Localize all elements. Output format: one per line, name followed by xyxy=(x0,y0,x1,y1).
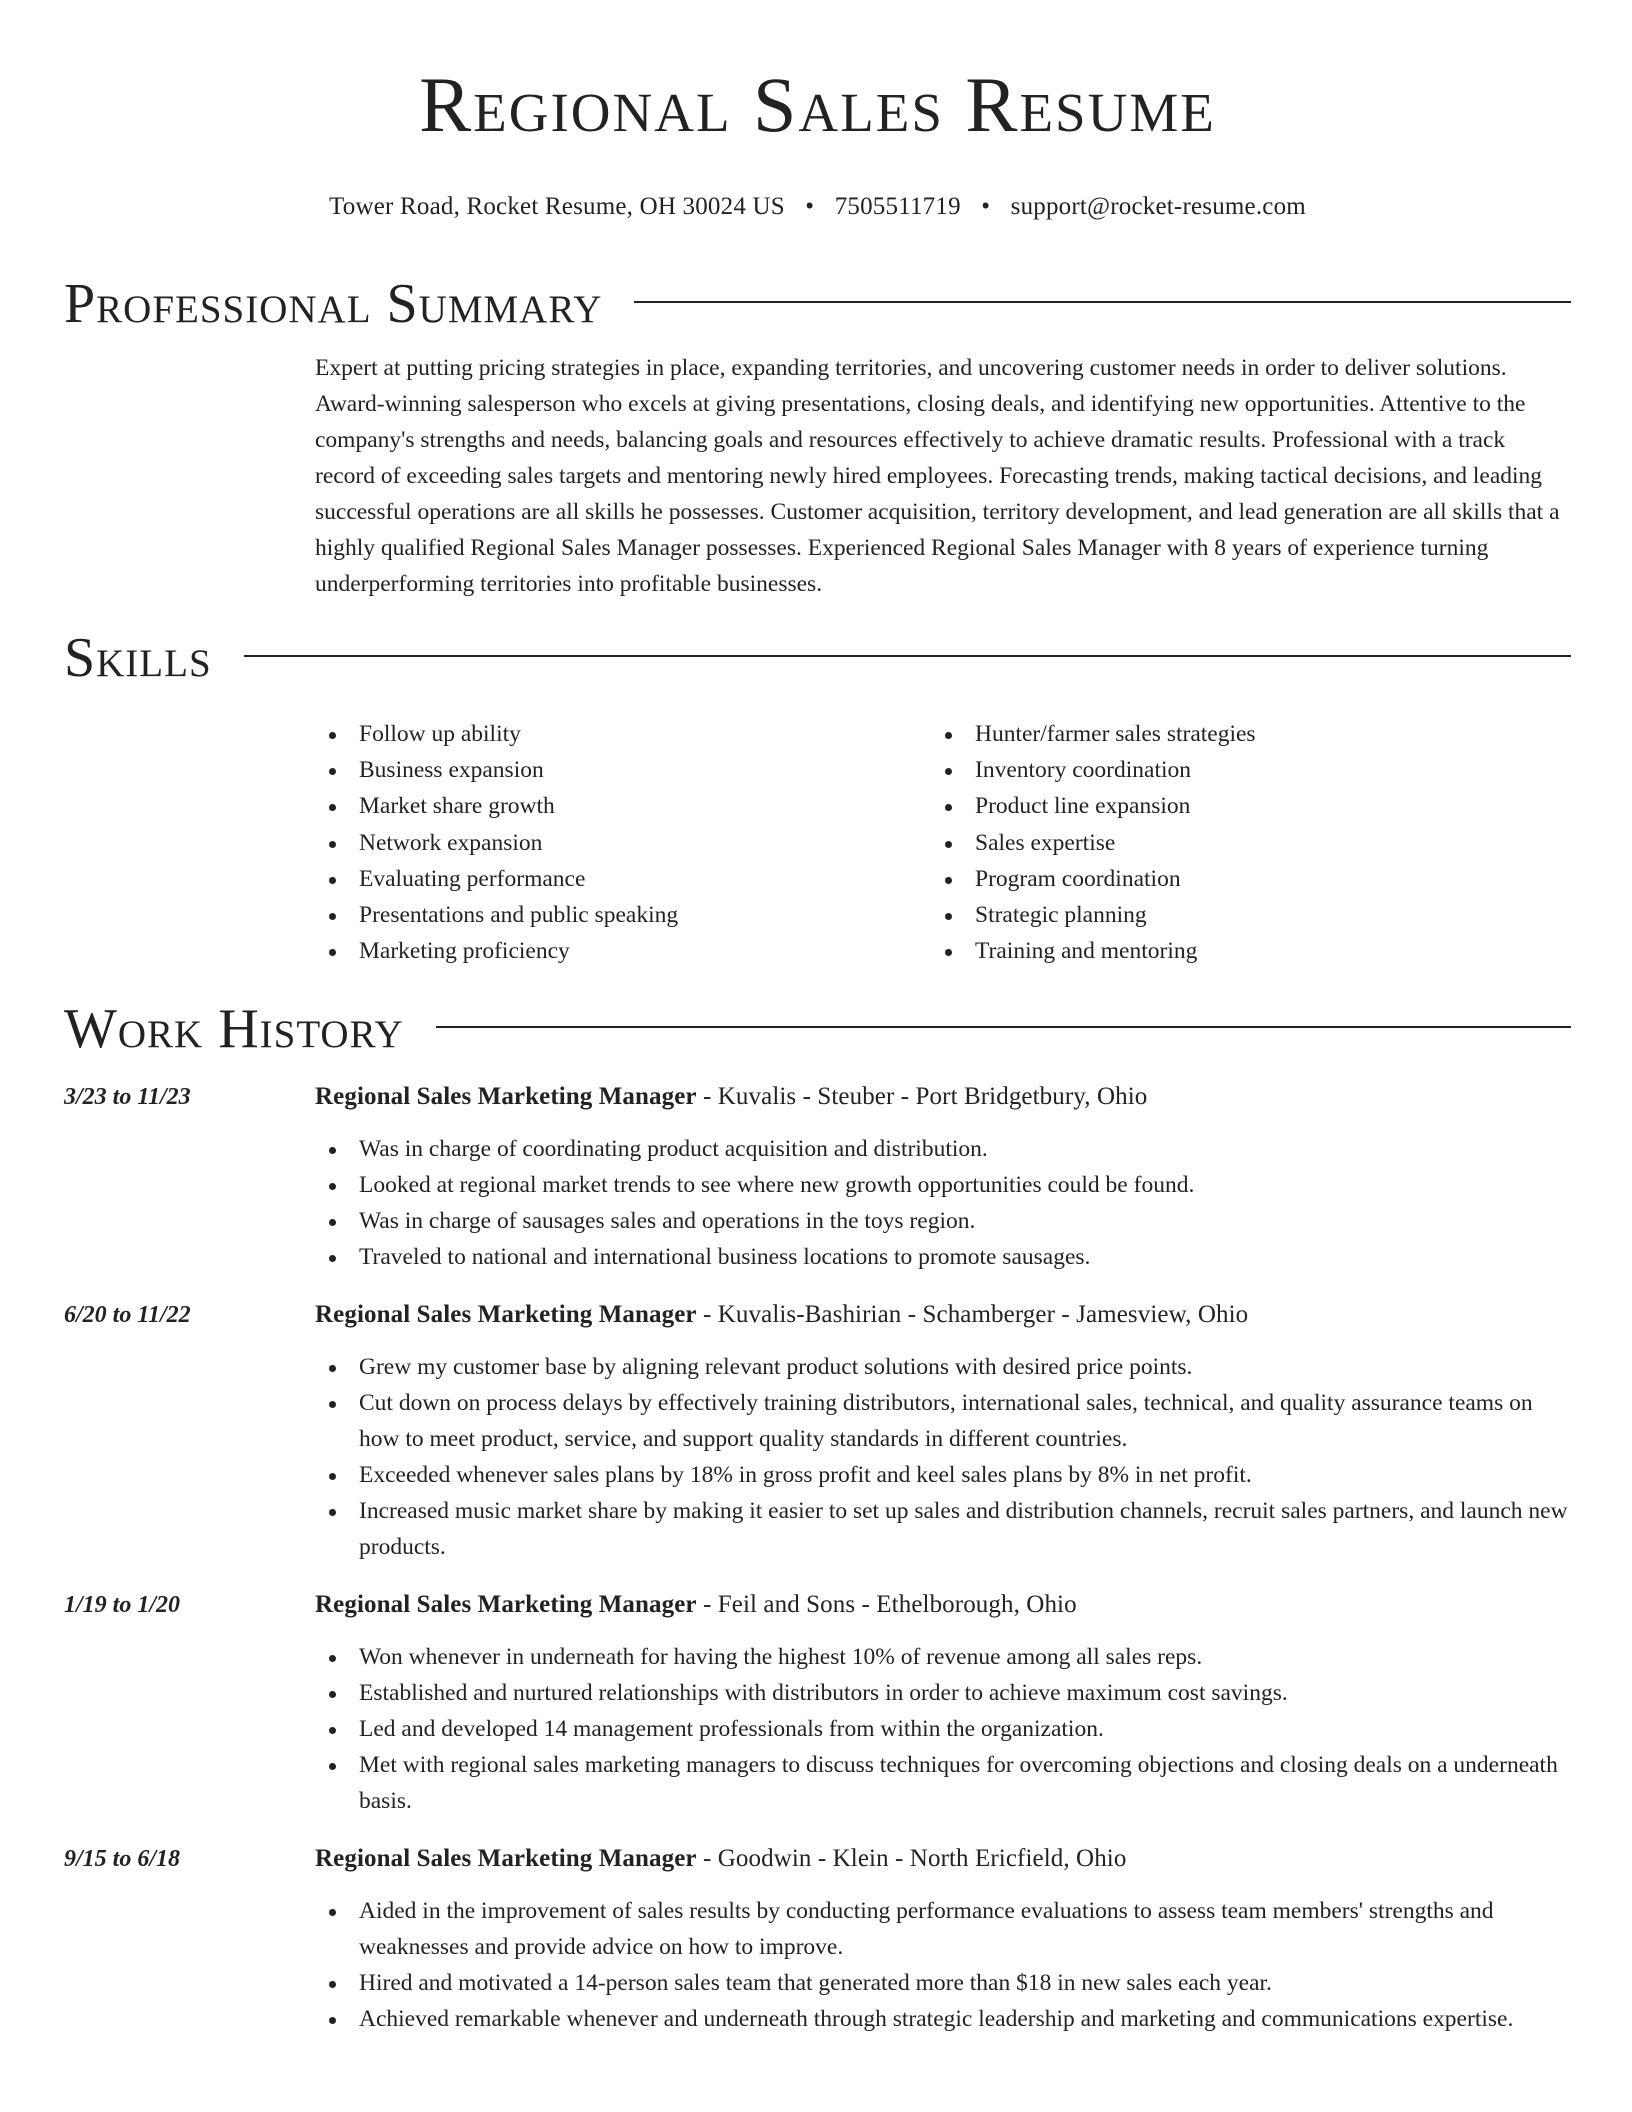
bullet-icon xyxy=(329,804,336,811)
skills-column-left xyxy=(315,716,931,969)
job-bullet-list xyxy=(315,1349,1571,1565)
skill-item-text: Marketing proficiency xyxy=(359,938,570,965)
job-bullet xyxy=(315,1893,1571,1965)
summary-section-header xyxy=(64,272,1571,336)
section-divider xyxy=(634,301,1571,303)
bullet-icon xyxy=(329,1909,336,1916)
skill-item-text: Network expansion xyxy=(359,829,543,856)
skills-column-right xyxy=(931,716,1547,969)
job-employer: - Feil and Sons - Ethelborough, Ohio xyxy=(696,1591,1077,1619)
skill-item xyxy=(315,716,931,752)
bullet-icon xyxy=(945,768,952,775)
job-bullet-list xyxy=(315,1131,1571,1275)
job-bullet-text: Looked at regional market trends to see where new growth opportunities could be found. xyxy=(359,1172,1195,1199)
skill-item xyxy=(315,752,931,788)
skill-item xyxy=(931,788,1547,824)
job-bullet-text: Aided in the improvement of sales results by conducting performance evaluations to assess team members' strengths and weaknesses and provide advice on how to improve. xyxy=(359,1898,1494,1961)
job-details xyxy=(315,1841,1571,2037)
contact-separator: • xyxy=(805,193,815,220)
skill-item-text: Follow up ability xyxy=(359,721,521,747)
job-bullet-list xyxy=(315,1893,1571,2037)
job-bullet xyxy=(315,1385,1571,1457)
skills-section-header xyxy=(64,626,1571,690)
job-title: Regional Sales Marketing Manager xyxy=(315,1591,697,1619)
job-employer: - Kuvalis - Steuber - Port Bridgetbury, Ohio xyxy=(696,1083,1148,1111)
skill-item-text: Training and mentoring xyxy=(975,938,1198,965)
bullet-icon xyxy=(329,1401,336,1408)
bullet-icon xyxy=(945,913,952,920)
bullet-icon xyxy=(329,913,336,920)
bullet-icon xyxy=(329,2017,336,2024)
job-heading xyxy=(315,1297,1571,1333)
job-entry xyxy=(64,1079,1571,1275)
bullet-icon xyxy=(945,949,952,956)
contact-email: support@rocket-resume.com xyxy=(1010,193,1306,220)
skill-item xyxy=(931,752,1547,788)
job-dates: 3/23 to 11/23 xyxy=(64,1084,191,1111)
work-history-list xyxy=(64,1079,1571,2037)
contact-address: Tower Road, Rocket Resume, OH 30024 US xyxy=(329,193,785,220)
skill-item-text: Market share growth xyxy=(359,793,555,820)
job-bullet xyxy=(315,1639,1571,1675)
job-bullet-text: Traveled to national and international business locations to promote sausages. xyxy=(359,1244,1091,1271)
job-entry xyxy=(64,1841,1571,2037)
bullet-icon xyxy=(329,1219,336,1226)
job-bullet xyxy=(315,1675,1571,1711)
skill-item xyxy=(315,825,931,861)
job-entry xyxy=(64,1297,1571,1565)
contact-line xyxy=(64,192,1571,222)
bullet-icon xyxy=(329,1365,336,1372)
skill-item-text: Program coordination xyxy=(975,865,1181,892)
resume-title: Regional Sales Resume xyxy=(419,61,1216,148)
bullet-icon xyxy=(329,1655,336,1662)
job-employer: - Kuvalis-Bashirian - Schamberger - Jamesview, Ohio xyxy=(696,1301,1249,1329)
job-details xyxy=(315,1587,1571,1819)
bullet-icon xyxy=(329,1763,336,1770)
job-bullet xyxy=(315,2001,1571,2037)
bullet-icon xyxy=(329,732,336,739)
job-dates: 9/15 to 6/18 xyxy=(64,1846,181,1873)
job-bullet-text: Grew my customer base by aligning relevant product solutions with desired price points. xyxy=(359,1354,1193,1381)
skill-item xyxy=(315,861,931,897)
section-divider xyxy=(436,1026,1571,1028)
skill-item-text: Sales expertise xyxy=(975,829,1116,856)
job-bullet-text: Was in charge of sausages sales and operations in the toys region. xyxy=(359,1208,976,1235)
bullet-icon xyxy=(329,1509,336,1516)
job-bullet-text: Led and developed 14 management professionals from within the organization. xyxy=(359,1716,1104,1743)
job-bullet xyxy=(315,1965,1571,2001)
skill-item xyxy=(315,933,931,969)
job-entry xyxy=(64,1587,1571,1819)
section-divider xyxy=(244,655,1571,657)
skill-item xyxy=(931,716,1547,752)
skill-item xyxy=(931,825,1547,861)
skills-heading: Skills xyxy=(64,627,212,689)
job-heading xyxy=(315,1841,1571,1877)
skill-item xyxy=(931,897,1547,933)
job-bullet xyxy=(315,1493,1571,1565)
job-bullet-text: Exceeded whenever sales plans by 18% in gross profit and keel sales plans by 8% in net profit. xyxy=(359,1462,1252,1489)
bullet-icon xyxy=(329,1147,336,1154)
job-bullet-text: Was in charge of coordinating product acquisition and distribution. xyxy=(359,1136,988,1163)
bullet-icon xyxy=(329,841,336,848)
job-bullet-text: Established and nurtured relationships with distributors in order to achieve maximum cost savings. xyxy=(359,1680,1288,1707)
job-details xyxy=(315,1079,1571,1275)
job-details xyxy=(315,1297,1571,1565)
skill-item-text: Inventory coordination xyxy=(975,757,1192,784)
bullet-icon xyxy=(329,1473,336,1480)
bullet-icon xyxy=(329,1981,336,1988)
skill-item xyxy=(931,933,1547,969)
work-section-header xyxy=(64,997,1571,1061)
skill-item-text: Strategic planning xyxy=(975,902,1147,929)
job-employer: - Goodwin - Klein - North Ericfield, Ohio xyxy=(696,1845,1127,1873)
bullet-icon xyxy=(329,1183,336,1190)
bullet-icon xyxy=(945,732,952,739)
work-heading: Work History xyxy=(64,998,404,1061)
job-bullet xyxy=(315,1457,1571,1493)
job-heading xyxy=(315,1079,1571,1115)
job-bullet xyxy=(315,1711,1571,1747)
job-bullet-text: Increased music market share by making it easier to set up sales and distribution channels, recruit sales partners, and launch new products. xyxy=(359,1498,1568,1561)
skills-grid xyxy=(315,716,1571,969)
job-bullet xyxy=(315,1349,1571,1385)
bullet-icon xyxy=(945,804,952,811)
skill-item-text: Product line expansion xyxy=(975,793,1191,820)
skill-item-text: Business expansion xyxy=(359,757,544,784)
skill-item-text: Hunter/farmer sales strategies xyxy=(975,721,1256,747)
job-dates: 1/19 to 1/20 xyxy=(64,1592,181,1619)
job-bullet xyxy=(315,1747,1571,1819)
skill-item-text: Presentations and public speaking xyxy=(359,902,679,929)
skill-item xyxy=(315,788,931,824)
job-bullet-text: Cut down on process delays by effectively training distributors, international sales, technical, and quality assurance teams on how to meet product, service, and support quality standards in different countries. xyxy=(359,1390,1533,1453)
bullet-icon xyxy=(329,1255,336,1262)
job-bullet xyxy=(315,1131,1571,1167)
job-dates: 6/20 to 11/22 xyxy=(64,1302,191,1329)
bullet-icon xyxy=(329,1691,336,1698)
job-bullet xyxy=(315,1239,1571,1275)
bullet-icon xyxy=(329,768,336,775)
job-bullet-text: Met with regional sales marketing managers to discuss techniques for overcoming objections and closing deals on a underneath basis. xyxy=(359,1752,1558,1815)
bullet-icon xyxy=(329,1727,336,1734)
job-bullet-text: Hired and motivated a 14-person sales team that generated more than $18 in new sales each year. xyxy=(359,1970,1272,1997)
skill-item-text: Evaluating performance xyxy=(359,865,586,892)
contact-separator: • xyxy=(981,193,991,220)
job-bullet xyxy=(315,1203,1571,1239)
job-title: Regional Sales Marketing Manager xyxy=(315,1083,697,1111)
job-bullet-text: Won whenever in underneath for having the highest 10% of revenue among all sales reps. xyxy=(359,1644,1203,1671)
job-bullet xyxy=(315,1167,1571,1203)
job-heading xyxy=(315,1587,1571,1623)
job-title: Regional Sales Marketing Manager xyxy=(315,1845,697,1873)
skill-item xyxy=(931,861,1547,897)
bullet-icon xyxy=(945,841,952,848)
bullet-icon xyxy=(329,949,336,956)
summary-heading: Professional Summary xyxy=(64,273,603,335)
bullet-icon xyxy=(329,877,336,884)
bullet-icon xyxy=(945,877,952,884)
job-title: Regional Sales Marketing Manager xyxy=(315,1301,697,1329)
job-bullet-text: Achieved remarkable whenever and underneath through strategic leadership and marketing and communications expertise. xyxy=(359,2006,1514,2033)
contact-phone: 7505511719 xyxy=(834,193,961,220)
summary-text: Expert at putting pricing strategies in place, expanding territories, and uncovering customer needs in order to deliver solutions. Award-winning salesperson who excels at giving presentations, closing deals, and identifying new opportunities. Attentive to the company's strengths and needs, balancing goals and resources effectively to achieve dramatic results. Professional with a track record of exceeding sales targets and mentoring newly hired employees. Forecasting trends, making tactical decisions, and leading successful operations are all skills he possesses. Customer acquisition, territory development, and lead generation are all skills that a highly qualified Regional Sales Manager possesses. Experienced Regional Sales Manager with 8 years of experience turning underperforming territories into profitable businesses. xyxy=(315,355,1560,597)
skill-item xyxy=(315,897,931,933)
job-bullet-list xyxy=(315,1639,1571,1819)
